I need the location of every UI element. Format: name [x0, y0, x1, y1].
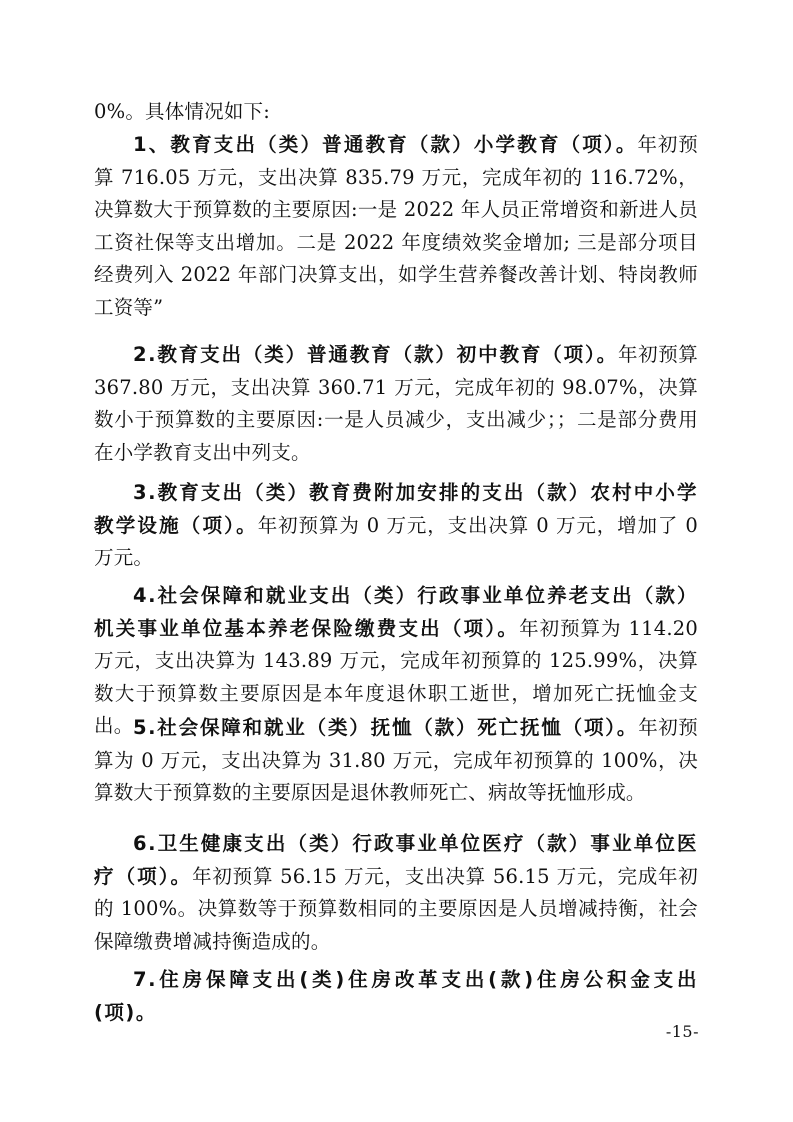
- item-3-body: 年初预算为 0 万元，支出决算 0 万元，增加了 0 万元。: [94, 513, 698, 570]
- item-3-heading: 3.教育支出（类）教育费附加安排的支出（款）农村中小学教学设施（项）。: [94, 481, 698, 537]
- item-4-heading: 4.社会保障和就业支出（类）行政事业单位养老支出（款）机关事业单位基本养老保险缴费支出（项）。: [94, 584, 698, 640]
- page-number: -15-: [665, 1022, 699, 1041]
- item-1-paragraph: [94, 129, 698, 325]
- item-6-heading: 6.卫生健康支出（类）行政事业单位医疗（款）事业单位医疗（项）。: [94, 832, 698, 888]
- intro-line: 0%。具体情况如下:: [94, 100, 271, 123]
- item-5-heading: 5.社会保障和就业（类）抚恤（款）死亡抚恤（项）。: [133, 716, 639, 739]
- item-6-paragraph: [94, 828, 698, 958]
- item-6-body: 年初预算 56.15 万元，支出决算 56.15 万元，完成年初的 100%。决算数等于预算数相同的主要原因是人员增减持衡，社会保障缴费增减持衡造成的。: [94, 864, 698, 953]
- item-7-heading: 7.住房保障支出(类)住房改革支出(款)住房公积金支出(项)。: [94, 968, 698, 1024]
- item-7-paragraph: [94, 964, 698, 1029]
- item-5-paragraph: [94, 712, 698, 810]
- item-3-paragraph: [94, 477, 698, 575]
- item-1-body: 年初预算 716.05 万元，支出决算 835.79 万元，完成年初的 116.72%，决算数大于预算数的主要原因:一是 2022 年人员正常增资和新进人员工资社保等支出增加。二是 2022 年度绩效奖金增加; 三是部分项目经费列入 2022 年部门决算支出，如学生营养餐改善计划、特岗教师工资等”: [94, 133, 698, 319]
- item-5-body: 年初预算为 0 万元，支出决算为 31.80 万元，完成年初预算的 100%，决算数大于预算数的主要原因是退休教师死亡、病故等抚恤形成。: [94, 716, 698, 805]
- item-1-heading: 1、教育支出（类）普通教育（款）小学教育（项）。: [133, 133, 638, 156]
- item-2-heading: 2.教育支出（类）普通教育（款）初中教育（项）。: [133, 343, 619, 366]
- item-2-paragraph: [94, 339, 698, 469]
- item-4-body: 年初预算为 114.20 万元，支出决算为 143.89 万元，完成年初预算的 125.99%，决算数大于预算数主要原因是本年度退休职工逝世，增加死亡抚恤金支出。: [94, 616, 698, 738]
- item-2-body: 年初预算 367.80 万元，支出决算 360.71 万元，完成年初的 98.07%，决算数小于预算数的主要原因:一是人员减少，支出减少；；二是部分费用在小学教育支出中列支。: [94, 343, 698, 464]
